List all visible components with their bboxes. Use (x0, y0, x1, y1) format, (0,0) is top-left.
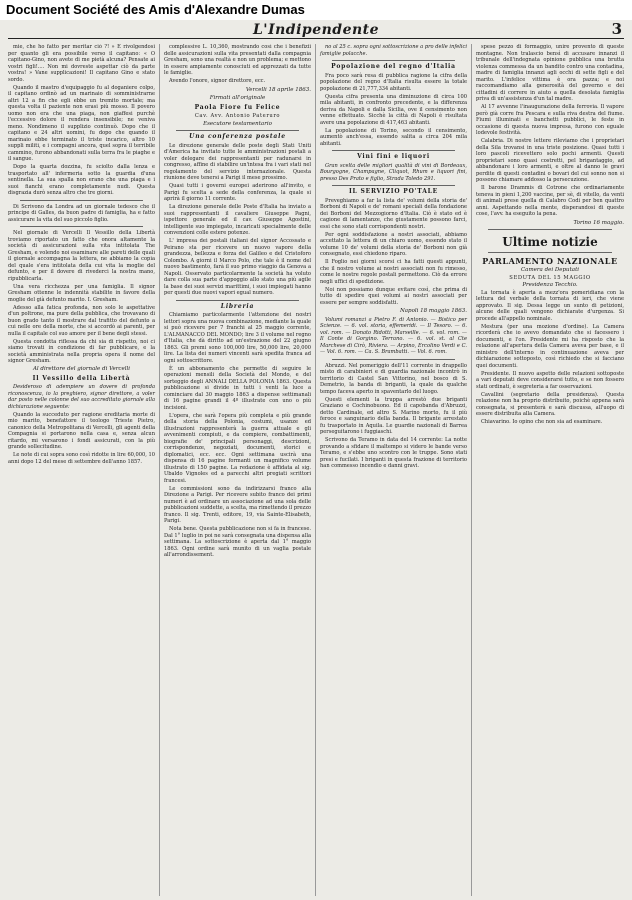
article-text: Adesso alla fatica profonda, non solo le aspettative d'un poltrone, ma pure della pubblica, che trovavano di buon grado tanto il mostrare dal trafitto del defunto a cui nelle ore della morte, che si accordò ai parenti, per nulla il capitale col suo amore per il bene degli stessi. (8, 304, 155, 337)
article-text: Noi non possiamo dunque evitare così, che prima di tutto di spedire quei volumi ai nostri associati per essere per sempre soddisfatti. (320, 286, 467, 306)
article-text: La tornata è aperta a mezz'ora pomeridiana con la lettura del verbale della tornata di ieri, che viene approvato. Il sig. Dessa legge un sunto di petizioni, alcune delle quali vengono dichiarate d'urgenza. Si procede all'appello nominale. (476, 289, 624, 322)
article-text: Mestura (per una mozione d'ordine). La Camera ricorderà che io avevo domandato che si facessero i documenti, e l'on. Presidente mi ha risposto che la relazione all'apertura della Camera aveva per base, e il ministro dell'interno in continuazione aveva per dichiarazione sottoposto, così richiedo che si facciano quei documenti. (476, 323, 624, 369)
article-text: Presidente. Il nuovo aspetto delle relazioni sottoposte a vari deputati deve considerarsi tutto, e se non fossero stati ordinati, è segreteria a far osservazioni. (476, 370, 624, 390)
divider (176, 300, 299, 301)
article-text: Le direzione generale delle poste degli Stati Uniti d'America ha invitato tutte le amministrazioni postali a voler delegare dei rappresentanti per radunarsi in congresso, affine di stabilire un'intesa fra i vari stati nel regolamento del servizio internazionale. Questa riunione deve tenersi a Parigi il mese prossimo. (164, 142, 311, 181)
article-text: Gran scelta delle migliori qualità di vini di Bordeaux, Bourgogne, Champagne, Cliquot, Rhum e liquori fini, presso Des Prato e figlio, Strada Toledo 291. (320, 162, 467, 182)
article-text: È un abbonamento che permette di seguire le operazioni mensili della Società del Mondo, e del sorteggio degli ANNALI DELLA POLONIA 1863. Questa pubblicazione si divide in tutti i venti la luce a cominciare dal 30 maggio 1863 a dispense settimanali di 16 pagine grandi il 4º illustrate con uno o più incisioni. (164, 365, 311, 411)
divider (332, 150, 455, 151)
article-text: Nel giornale di Vercelli Il Vessillo della Libertà troviamo riportato un fatto che onora altamente la società di assicurazioni sulla vita intitolata The Gresham, e volendo noi esaminare alle pareti delle quali il giornale accompagna la lettera, ne abbiamo la copia del quale s'era intitolata della cui vita la moglie del defunto, e per il dovere di rivederci la nostra mano, ripubblicarla. (8, 230, 155, 282)
article-text: Dopo la quarta dozzina, fu sciolto dalla lenza e trasportato all' infermeria sotto la guardia d'una sentinella. La sua spalla non erano che una piaga e i suoi fianchi erano completamente nudi. Questa disgrazia durò senza altro che tre giorni. (8, 164, 155, 196)
divider (332, 359, 455, 360)
article-text: Cavallini (segretario della presidenza). Questa relazione non ha proprio distribuito, poichè appena sarà consegnata, si presenterà e sarà discussa, all'uopo di essere distribuita alla Camera. (476, 391, 624, 417)
dateline: Torino 16 maggio. (573, 219, 624, 226)
article-text: Nota bene. Questa pubblicazione non si fa in francese. Dal 1° luglio in poi ne sarà consegnata una dispensa alla settimana. La sottoscrizione è aperta dal 1° maggio 1863. Ogni ordine sarà munito di un vaglia postale all'arrondissement. (164, 526, 311, 558)
section-heading: IL SERVIZIO PO'TALE (348, 188, 439, 195)
article-text: mie, che ho fatto per meritar ciò ?! » E rivolgendosi per quanto gli era possibile verso il capitano: « O capitano-Gino, non avete di me pietà alcuna? Pensate ai vostri figli!.... Non mi dovreste aspettar ciò da parte vostra! » Vane supplicazioni! Il capitano Gino e stato sordo. (8, 44, 155, 83)
headline: Ultime notizie (502, 235, 598, 249)
article-text: Chiamiamo particolarmente l'attenzione dei nostri lettori sopra una nuova combinazione, mediante la quale si può ricevere per 7 franchi al 25 maggio corrente, L'ALMANACCO DEL MONDO; lire 3 il volume nel regno d'Italia, che dà diritto ad un'estrazione del 22 giugno 1863. Gli premi sono 100,000 lire, 50,000 lire, 20,000 lire. La lista dei numeri vincenti sarà spedita franca ad ogni sottoscrittore. (164, 312, 312, 364)
article-text: Quando la succeduto per ragione ereditaria morte di mio marito, benefattore il teologo Trieste Pietro, canonico della Metropolitana di Vercelli, gli agenti della Compagnia si portarono nella casa e, senza alcun ritardo, mi versarono i fondi assicurati, con la più grande sollecitudine. (8, 411, 155, 450)
session-heading: SEDUTA DEL 15 MAGGIO (509, 274, 591, 281)
newspaper-title: L'Indipendente (252, 22, 380, 38)
article-text: Abruzzi. Nel pomeriggio dell'11 corrente in drappello misto di carabinieri e di guardia nazionale incontrò in territorio di Castel San Vittorino, nel bosco di S. Demetrio, la banda di briganti, la quale da qualche tempo faceva aperto in spaventarlo del luogo. (320, 362, 467, 395)
article-text: Le commissioni sono da indirizzarsi franco alla Direzione a Parigi. Per ricevere subito franco dei primi numeri è ad ordinare un associazione ad una sola delle pubblicazioni suddette, a scelta, ma rimettendo il prezzo franco. Il sig. Trenti, editore, 19, via Sainte-Elisabeth, Parigi. (164, 485, 311, 524)
divider (332, 60, 455, 61)
article-text: Le note di cui sopra sono così ridotte in lire 60,000, 10 anni dopo 12 del mese di settembre dell'anno 1857. (8, 452, 155, 465)
divider (20, 200, 143, 201)
article-text: Calabria. Di nostre lettere rileviamo che i proprietari della Sila trovansi in una triste posizione. Quasi tutti i loro pascoli ricevettero solo pochi armenti. Questi proprietari sono quasi costretti, pel brigantaggio, ad abbandonare i loro armenti, e oltre al danno le gravi perdite di questi contadini o bovari del cui sonno non si possono chiamare addosso la persecuzione. (476, 138, 624, 183)
article-text: Chiavarino. Io opino che non sia ad esaminare. (481, 419, 603, 425)
signature-name: Paola Fiore fu Felice (194, 103, 281, 111)
column-1 (4, 44, 160, 896)
article-text: Questa cifra presenta una diminuzione di circa 100 mila abitanti, in confronto precedente, e la differenza deriva da Napoli e dalla Sicilia, ove il censimento non venne effettuato. Sicchè la città di Napoli è risultata avere una popolazione di 417,463 abitanti. (320, 93, 467, 126)
article-text: complessive L. 10,360, mostrando così che i benefizii delle assicurazioni sulla vita presentati dalla compagnia Gresham, sono una realtà e non un problema; e mettono in essere ampiamente conosciuti ed apprezzati da tutte le famiglie. (164, 44, 311, 76)
dateline: Vercelli 18 aprile 1863. (245, 86, 311, 93)
article-text: Per ogni soddisfazione a nostri associati, abbiamo accettato la lettera di un chiaro uomo, essendo stato il volume 10 de' volumi della storia de' Borboni non già consegnato, essi chiedono riparo. (320, 231, 467, 257)
article-text: Il barone Drammis di Cotrone che ordinariamente teneva in pieni 1,200 vaccine, per sè, di vitello, da venti di animali prese quella di Calabro Codi per ben quattro anni. Aspettando nella mente, disperandosi di queste cose, l'avv. ha eseguito la pena. (476, 185, 624, 217)
article-text: Questi elementi la truppa arrestò due briganti Graziano e Cochinobuono. Ed il capobanda d'Abruzzi, detto Cardinale, ed altro S. Marino morto, fu il più feroce e sanguinario della banda. Il brigante arrestato fu trasportato in Aquila. Le guardie nazionali di Barrea perseguitarono i fuggiaschi. (320, 396, 467, 435)
divider (488, 229, 612, 230)
divider (488, 252, 612, 253)
page-number: 3 (611, 20, 622, 38)
article-text: Avendo l'onore, signor direttore, ecc. (169, 78, 266, 84)
dateline: Napoli 18 maggio 1863. (399, 308, 467, 314)
article-text: La popolazione di Torino, secondo il censimento, aumentò anch'essa, essendo salita a circa 204 mila abitanti. (320, 127, 467, 147)
chamber-heading: Camera dei Deputati (520, 267, 580, 273)
article-text: Al 17 avvenne l'inaugurazione della ferrovia. Il vapore però già corre fra Pescara e sulla riva destra del fiume. Fiumi illuminati e banchetti pubblici, le feste in occasione di questa nuova impresa, furono con eguale lodevole festività. (476, 104, 624, 136)
article-text: Desideroso di adempiere un dovere di profonda riconoscenza, io la preghiero, signor direttore, a voler dar posto nelle colonne del suo accreditato giornale alla dichiarazione seguente: (8, 384, 155, 410)
letter-recipient: Al direttore del giornale di Vercelli (32, 366, 131, 372)
divider (176, 130, 299, 131)
article-text: L'opera, che sarà l'opera più completa e più grande della storia della Polonia, costumi, usanze ed illustrazioni rappresenterà la guerra attuale e gli avvenimenti compiuti, e da compiere, combattimenti, biografie de' principali personaggi, descrizioni, corrispondenze, negoziati, documenti, storici e diplomatici, ecc. ecc. Ogni settimana uscirà una dispensa di 16 pagine formanti un magnifico volume illustrato di 150 pagine. La redazione è affidata al sig. Ubaldo Vignoles ed a parecchi altri pregiati scrittori francesi. (164, 412, 311, 484)
article-text: Volumi romanzi a Pietro F. di Antonio. — Bistico per Scienze. — 6. vol. storia, effemeridi. — Il Tesoro. — 6. vol. rom. — Donato Ridotti, Marseille. — 6. vol. rom. — Il Conte di Gorgino. Terrano. — 6. vol. st. al Cte Marchese di Cirò, Riviera. — Arpino, Ercolino Verdi e C. — Vol. 6. rom. — Ca. S. Brambatti. — Vol. 6. rom. (320, 316, 467, 355)
article-text: Questa condotta riflessa da chi sia di rispetto, noi ci siamo trovati in condizione di far pubblicare, e la società amministrata nella propria opera il nome del signor Gresham. (8, 338, 155, 364)
letter-title: Il Vessillo della Libertà (32, 374, 131, 382)
presidency-heading: Presidenza Tecchio. (522, 282, 578, 288)
top-bar (0, 0, 632, 20)
article-text: L' impresa dei postali italiani del signor Accossato e Peirano sta per ricevere un nuovo vapore della grandezza, bellezza e forza del Galileo e del Cristoforo Colombo. A giorni il Marco Polo, che tale è il nome del nuovo bastimento, farà il suo primo viaggio da Genova a Napoli. Osservato particolarmente la società ha voluto dare colla sua parte d'appoggio allo stato una più agile la base dei suoi servizi marittimi, i suoi impiegati hanno per questi due nuovi vapori egual numero. (164, 238, 311, 296)
article-text: Preveghiamo a far la lista de' volumi della storia de' Borboni di Napoli e de' romani speciali della fondazione dei Borboni del Mezzogiorno d'Italia. Ciò è stato ed è cagione di lamentanze, che giustamente possono farci, essi che sono stati corrispondenti nostri. (320, 197, 467, 230)
article-text: Il Foglio nei giorni scorsi ci ha fatti questi appunti, che il nostro volume ai nostri associati non fu rimesso, come le nostre regole postali permettono. Ciò da errore negli uffici di spedizione. (320, 259, 467, 285)
article-text: Quasi tutti i governi europei aderirono all'invito, e Parigi fu scelta a sede della conferenza, la quale si aprirà il giorno 11 corrente. (164, 183, 311, 202)
article-text: Una vera ricchezza per una famiglia. Il signor Gresham ottenne le indennità stabilite in favore della moglie del già defunto marito. I. Gresham. (8, 283, 155, 303)
signature-note: Firmati all'originale (209, 95, 266, 101)
parliament-heading: PARLAMENTO NAZIONALE (482, 256, 618, 266)
signature-role-2: Esecutore testamentario (203, 120, 272, 127)
article-text: Quando il mastro d'equipaggio fu al doganiere colpo, il capitano ordinò ad un marinaio di somministrarne altri 12 a fin che egli ebbe un tremito mortale; ma questa volta il paziente non erasi più mosso. Il povero uomo non era che una piaga, non giaffesi purchè l'eccessivo dolore il rendera insensibile; ne veniva meno. Nondimeno il supplizio continuò. Dopo che il capitano e 24 altri uomini, fu dopo che quando il marinaio ebbe terminato il triste incarico, altro 10 suppli militi, e i compagni ancora, quel sopra il terribile cammino, furono abbandonati sulla terra fra le piaghe e il sangue. (8, 84, 155, 162)
section-heading: Vini fini e liquori (357, 153, 430, 160)
document-label: Document Société des Amis d'Alexandre Dumas (6, 2, 305, 17)
newspaper-columns (4, 44, 628, 896)
article-text: spese pezzo di formaggio, unire provento di queste montagne. Non tralascio bensì di accusare innanzi il tribunale dell'indegnata opinione pubblica una brutta violenza commessa da un bandito contro una contadina, madre di famiglia innanzi agli occhi di sette figli e del marito. L'infelice vittima è ora pazza; e noi raccomandiamo alla generosità del governo e dei cittadini di correre in aiuto a quella desolata famiglia priva di un'assistenza d'un tal madre. (476, 44, 624, 102)
article-text: Fra poco sarà resa di pubblica ragione la cifra della popolazione del regno d'Italia risulta essere la totale popolazione di 21,777,334 abitanti. (320, 72, 467, 92)
section-heading: Popolazione del regno d'Italia (331, 63, 456, 70)
article-text: La direzione generale delle Poste d'Italia ha inviato a suoi rappresentanti il cavaliere Giuseppe Pagni, ispettore generale ed il cav. Giuseppe Agostini, intelligente suo impiegato, incaricati specialmente delle convenzioni colle estere potenze. (164, 204, 311, 236)
signature-role: Cav. Avv. Antonio Pateruro (194, 113, 281, 119)
section-heading: Una conferenza postale (189, 133, 286, 140)
article-text: no al 25 c. sopra ogni sottoscrizione a pro delle infelici famiglie polacche. (320, 44, 467, 57)
column-4 (472, 44, 628, 896)
masthead-rule (8, 38, 624, 39)
section-heading: Libreria (220, 302, 255, 310)
divider (332, 185, 455, 186)
article-text: Scrivono da Teramo in data del 14 corrente: La notte provando a sfidare il maltempo si videro le bande verso Teramo, e s'ebbe uno scontro con le truppe. Sono stati presi e fucilati. I briganti in questa frazione di territorio han commesso incendio e danni gravi. (320, 437, 467, 469)
column-2 (160, 44, 316, 896)
column-3 (316, 44, 472, 896)
divider (20, 226, 143, 227)
article-text: Di Scrivono da Londra ad un giornale tedesco che il principe di Galles, da buon padre di famiglia, ha e fatto assicurare la vita del suo piccolo figlio. (8, 203, 155, 223)
